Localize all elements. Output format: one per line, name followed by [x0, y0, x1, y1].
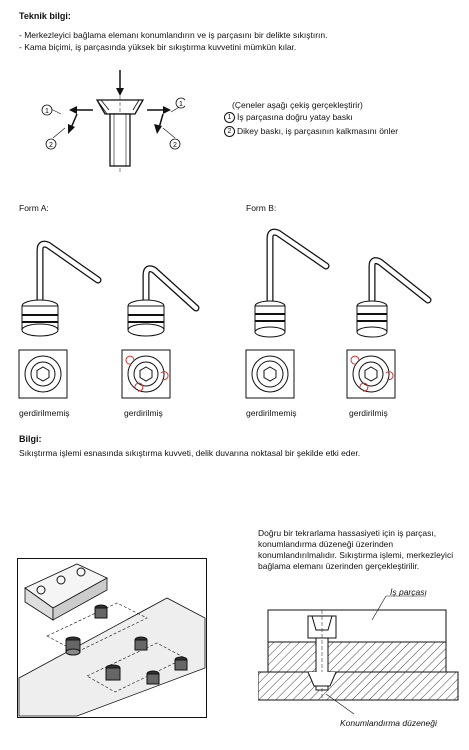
note-1-text: İş parçasına doğru yatay baskı [237, 112, 353, 122]
top-view-clamped-a [122, 350, 170, 398]
caption-b-clamped: gerdirilmiş [349, 408, 388, 418]
form-illustrations [0, 220, 469, 340]
bullet-2: - Kama biçimi, iş parçasında yüksek bir sıkıştırma kuvvetini mümkün kılar. [19, 42, 297, 52]
section-title-teknik: Teknik bilgi: [19, 11, 71, 21]
section-title-bilgi: Bilgi: [19, 434, 42, 444]
form-a-unclamped-illustration [22, 244, 98, 336]
bilgi-text: Sıkıştırma işlemi esnasında sıkıştırma kuvveti, delik duvarına noktasal bir şekilde etki eder. [19, 448, 361, 458]
section-view-diagram [258, 590, 468, 720]
diagram-label-right-1: 1 [179, 101, 183, 108]
form-a-clamped-illustration [128, 269, 196, 336]
form-b-unclamped-illustration [255, 232, 326, 337]
diagram-label-right-2: 2 [173, 142, 177, 149]
caption-a-clamped: gerdirilmiş [124, 408, 163, 418]
lower-line-4: bağlama elemanı üzerinden gerçekleştirilir. [258, 561, 420, 571]
clamp-cross-section-diagram [35, 66, 185, 176]
top-view-boxes [0, 346, 469, 402]
bullet-1: - Merkezleyici bağlama elemanı konumlandırın ve iş parçasını bir delikte sıkıştırın. [19, 30, 328, 40]
note-2-number: 2 [224, 126, 235, 137]
lower-line-2: konumlandırma düzeneği üzerinden [258, 539, 394, 549]
lower-paragraph [258, 528, 463, 572]
label-fixture: Konumlandırma düzeneği [340, 718, 437, 728]
caption-a-unclamped: gerdirilmemiş [19, 408, 70, 418]
top-view-unclamped-b [246, 350, 294, 398]
note-2 [224, 126, 398, 137]
diagram-label-left-2: 2 [49, 142, 53, 149]
fixture-illustration [17, 558, 207, 718]
diagram-label-left-1: 1 [45, 108, 49, 115]
note-jaws: (Çeneler aşağı çekiş gerçekleştirir) [232, 100, 363, 110]
note-1-number: 1 [224, 112, 235, 123]
note-1 [224, 112, 353, 123]
form-b-clamped-illustration [357, 261, 428, 337]
caption-b-unclamped: gerdirilmemiş [246, 408, 297, 418]
label-workpiece: İş parçası [390, 587, 427, 597]
top-view-unclamped-a [19, 350, 67, 398]
lower-line-1: Doğru bir tekrarlama hassasiyeti için iş parçası, [258, 528, 437, 538]
form-a-label: Form A: [19, 203, 49, 213]
lower-line-3: konumlandırılmalıdır. Sıkıştırma işlemi, merkezleyici [258, 550, 454, 560]
note-2-text: Dikey baskı, iş parçasının kalkmasını önler [237, 126, 399, 136]
form-b-label: Form B: [246, 203, 277, 213]
top-view-clamped-b [347, 350, 395, 398]
